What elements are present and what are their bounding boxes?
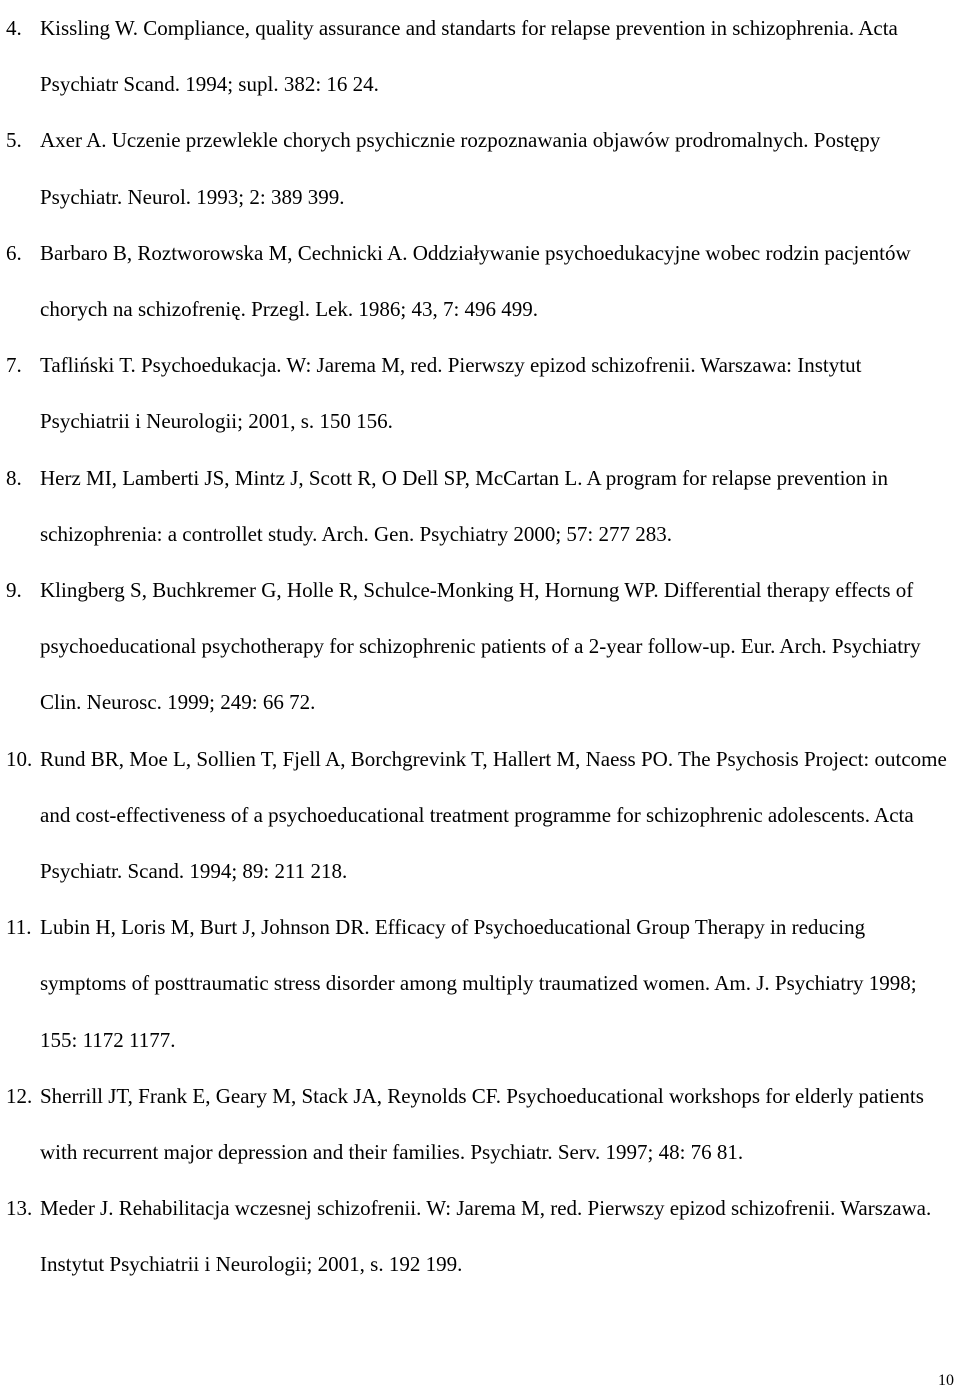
reference-text: Lubin H, Loris M, Burt J, Johnson DR. Efficacy of Psychoeducational Group Therapy in reducing symptoms of posttraumatic stress disorder among multiply traumatized women. Am. J. Psychiatry 1998; 155: 1172 1177.: [40, 915, 917, 1052]
reference-text: Herz MI, Lamberti JS, Mintz J, Scott R, O Dell SP, McCartan L. A program for relapse prevention in schizophrenia: a controllet study. Arch. Gen. Psychiatry 2000; 57: 277 283.: [40, 465, 889, 546]
reference-text: Kissling W. Compliance, quality assurance and standarts for relapse prevention in schizophrenia. Acta Psychiatr Scand. 1994; supl. 382: 16 24.: [40, 16, 898, 97]
reference-item: [0, 731, 960, 900]
reference-item: [0, 0, 960, 112]
page-number: 10: [938, 1372, 954, 1389]
reference-number: 8.: [6, 465, 22, 490]
reference-number: 6.: [6, 240, 22, 265]
reference-number: 4.: [6, 16, 22, 40]
reference-number: 7.: [6, 353, 22, 378]
reference-item: [0, 1180, 960, 1292]
reference-text: Meder J. Rehabilitacja wczesnej schizofrenii. W: Jarema M, red. Pierwszy epizod schizofrenii. Warszawa. Instytut Psychiatrii i Neurologii; 2001, s. 192 199.: [40, 1196, 932, 1277]
reference-text: Sherrill JT, Frank E, Geary M, Stack JA, Reynolds CF. Psychoeducational workshops for elderly patients with recurrent major depression and their families. Psychiatr. Serv. 1997; 48: 76 81.: [40, 1083, 924, 1165]
reference-number: 5.: [6, 128, 22, 153]
reference-text: Barbaro B, Roztworowska M, Cechnicki A. Oddziaływanie psychoedukacyjne wobec rodzin pacjentów chorych na schizofrenię. Przegl. Lek. 1986; 43, 7: 496 499.: [40, 240, 911, 322]
reference-item: [0, 450, 960, 562]
reference-item: [0, 112, 960, 224]
reference-number: 11.: [6, 915, 32, 940]
reference-item: [0, 225, 960, 337]
reference-item: [0, 562, 960, 731]
reference-number: 9.: [6, 578, 22, 603]
reference-item: [0, 337, 960, 449]
reference-number: 10.: [6, 746, 33, 771]
reference-number: 12.: [6, 1083, 33, 1108]
reference-item: [0, 899, 960, 1068]
reference-number: 13.: [6, 1196, 33, 1221]
reference-item: [0, 1068, 960, 1180]
reference-text: Rund BR, Moe L, Sollien T, Fjell A, Borchgrevink T, Hallert M, Naess PO. The Psychosis Project: outcome and cost-effectiveness of a psychoeducational treatment programme for schizophrenic adolescents. Acta Psychiatr. Scand. 1994; 89: 211 218.: [40, 746, 947, 884]
reference-text: Klingberg S, Buchkremer G, Holle R, Schulce-Monking H, Hornung WP. Differential therapy effects of psychoeducational psychotherapy for schizophrenic patients of a 2-year follow-up. Eur. Arch. Psychiatry Clin. Neurosc. 1999; 249: 66 72.: [40, 578, 921, 715]
reference-text: Tafliński T. Psychoedukacja. W: Jarema M, red. Pierwszy epizod schizofrenii. Warszawa: Instytut Psychiatrii i Neurologii; 2001, s. 150 156.: [40, 353, 862, 434]
reference-text: Axer A. Uczenie przewlekle chorych psychicznie rozpoznawania objawów prodromalnych. Postępy Psychiatr. Neurol. 1993; 2: 389 399.: [40, 128, 881, 209]
